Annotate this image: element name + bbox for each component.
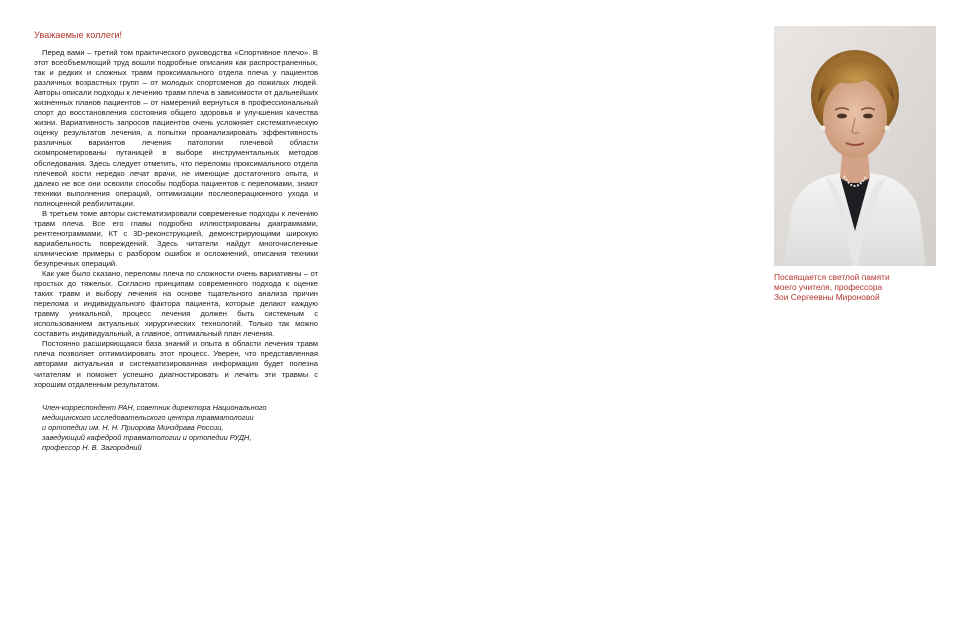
left-page (34, 30, 318, 453)
author-signature (34, 403, 318, 453)
body-paragraph-1: Перед вами – третий том практического руководства «Спортивное плечо». В этот всеобъемлющий труд вошли подробные описания как распространенных, так и редких и сложных травм проксимального отдела плеча у пациентов различных возрастных групп – от молодых спортсменов до пожилых людей. Авторы описали подходы к лечению травм плеча в зависимости от дальнейших жизненных планов пациентов – от намерений вернуться в профессиональный спорт до восстановления состояния общего здоровья и улучшения качества жизни. Вариативность запросов пациентов очень усложняет систематическую оценку результатов лечения, а попытки проанализировать эффективность различных вариантов лечения патологии плечевой области скомпрометированы путаницей в выборе инструментальных методов обследования. Здесь следует отметить, что переломы проксимального отдела плечевой кости нередко лечат врачи, не имеющие достаточного опыта, и далеко не все они освоили способы подбора пациентов с переломами, знают техники выполнения операций, оптимизации послеоперационного ухода и полноценной реабилитации. (34, 48, 318, 208)
dedication-caption (774, 272, 936, 302)
body-paragraph-3: Как уже было сказано, переломы плеча по сложности очень вариативны – от простых до тяжелых. Согласно принципам современного подхода к оценке таких травм и выбору лечения на основе тщательного анализа причин перелома и индивидуального фактора пациента, которые делают каждую травму уникальной, процесс лечения должен быть системным с использованием актуальных хирургических технологий. Только так можно составить индивидуальный, а главное, оптимальный план лечения. (34, 269, 318, 339)
signature-line-4: заведующий кафедрой травматологии и ортопедии РУДН, (42, 432, 252, 442)
caption-line-2: моего учителя, профессора (774, 282, 883, 292)
signature-line-3: и ортопедии им. Н. Н. Приорова Минздрава России, (42, 422, 224, 432)
signature-line-2: медицинского исследовательского центра травматологии (42, 412, 254, 422)
caption-line-1: Посвящается светлой памяти (774, 272, 890, 282)
signature-line-5: профессор Н. В. Загородний (42, 442, 142, 452)
body-paragraph-2: В третьем томе авторы систематизировали современные подходы к лечению травм плеча. Все его главы подробно иллюстрированы диаграммами, рентгенограммами, КТ с 3D-реконструкцией, демонстрирующими широкую вариабельность повреждений. Здесь читатели найдут многочисленные клинические примеры с разбором ошибок и осложнений, описания техники безупречных операций. (34, 208, 318, 268)
body-paragraph-4: Постоянно расширяющаяся база знаний и опыта в области лечения травм плеча позволяет оптимизировать этот процесс. Уверен, что представленная авторами актуальная и систематизированная информация будет полезна читателям и поможет успешно диагностировать и лечить эти травмы с хорошим отдаленным результатом. (34, 339, 318, 389)
caption-line-3: Зои Сергеевны Мироновой (774, 292, 880, 302)
signature-line-1: Член-корреспондент РАН, советник директора Национального (42, 402, 267, 412)
right-page (774, 26, 936, 302)
portrait-photo (774, 26, 936, 266)
greeting-heading: Уважаемые коллеги! (34, 30, 123, 40)
